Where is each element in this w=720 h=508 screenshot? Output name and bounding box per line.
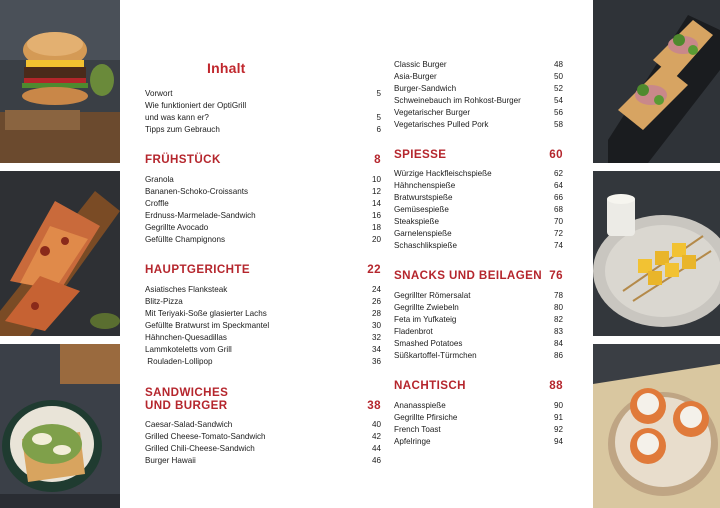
toc-entry [394,240,563,252]
toc-entry [145,284,381,296]
toc-entry [394,59,563,71]
toc-entry [394,400,563,412]
toc-entry-page: 46 [371,456,381,465]
toc-entry-title: Burger-Sandwich [394,84,457,93]
toc-entry-page: 28 [371,309,381,318]
section-heading-fruehstueck [145,153,381,166]
grilled-peaches-photo [593,344,720,508]
toc-entry [394,216,563,228]
toc-entry-page: 30 [371,321,381,330]
toc-entry-page: 34 [371,345,381,354]
toc-entry-page: 84 [553,339,563,348]
section-title: SNACKS UND BEILAGEN [394,269,543,282]
toc-entry-title: Tipps zum Gebrauch [145,125,220,134]
toc-entry-title: Würzige Hackfleischspieße [394,169,492,178]
toc-entry-title: Steakspieße [394,217,439,226]
toc-entry-title: Ananasspieße [394,401,446,410]
toc-entry-page: 24 [371,285,381,294]
section-title: SPIESSE [394,148,447,161]
toc-entry-title: Gegrillte Zwiebeln [394,303,459,312]
section-page: 88 [549,379,563,392]
toc-entry-page: 26 [371,297,381,306]
toc-entry [145,308,381,320]
toc-entry-title: Schaschlikspieße [394,241,457,250]
toc-entry-page: 83 [553,327,563,336]
toc-entry-title: Smashed Potatoes [394,339,463,348]
toc-entry-title: Gegrillter Römersalat [394,291,471,300]
section-title: NACHTISCH [394,379,466,392]
toc-entry-page: 5 [376,89,381,98]
toc-entry [145,174,381,186]
toc-entry-title: und was kann er? [145,113,209,122]
toc-entry-title: Gemüsespieße [394,205,449,214]
toc-entry-page: 16 [371,211,381,220]
toc-entry-page: 70 [553,217,563,226]
toc-entry-page: 5 [376,113,381,122]
pizza-photo [0,171,120,336]
section-page: 38 [367,399,381,412]
toc-entry [394,95,563,107]
section-page: 22 [367,263,381,276]
toc-entry [394,338,563,350]
toc-entry [145,88,381,100]
toc-entry [145,296,381,308]
toc-entry-title: Gefüllte Champignons [145,235,226,244]
section-title: FRÜHSTÜCK [145,153,221,166]
toc-entry-title: Gegrillte Pfirsiche [394,413,458,422]
toc-entry-title: Vegetarischer Burger [394,108,471,117]
toc-entry-page: 54 [553,96,563,105]
toc-entry [145,100,381,112]
burger-photo [0,0,120,163]
toc-entry-title: Fladenbrot [394,327,433,336]
toc-entry-page: 92 [553,425,563,434]
section-title-line2: UND BURGER [145,399,228,412]
toc-entry-title: Gegrillte Avocado [145,223,209,232]
toc-entry-title: Hähnchen-Quesadillas [145,333,227,342]
section-heading-nachtisch [394,379,563,392]
toc-entry-page: 62 [553,169,563,178]
toc-entry-title: Wie funktioniert der OptiGrill [145,101,247,110]
toc-entry [394,314,563,326]
section-title-line1: SANDWICHES [145,386,229,399]
toc-entry-page: 6 [376,125,381,134]
toc-entry [394,71,563,83]
toc-entry-page: 44 [371,444,381,453]
toc-entry [394,424,563,436]
toc-entry-page: 12 [371,187,381,196]
toc-entry [394,107,563,119]
toc-entry [145,198,381,210]
toc-entry-page: 14 [371,199,381,208]
toc-entry [394,168,563,180]
toc-entry-title: Asia-Burger [394,72,437,81]
toc-entry-page: 32 [371,333,381,342]
section-page: 76 [549,269,563,282]
toc-entry-title: Bratwurstspieße [394,193,453,202]
toc-entry-page: 42 [371,432,381,441]
toc-entry-title: Vorwort [145,89,173,98]
toc-entry-page: 40 [371,420,381,429]
inhalt-heading: Inhalt [207,60,246,76]
toc-entry [394,83,563,95]
toc-entry-title: Süßkartoffel-Türmchen [394,351,477,360]
toc-entry-page: 56 [553,108,563,117]
section-heading-spiesse [394,148,563,161]
toc-entry-title: Vegetarisches Pulled Pork [394,120,489,129]
toc-entry-title: Rouladen-Lollipop [145,357,213,366]
toc-entry [145,431,381,443]
toc-entry [394,204,563,216]
toc-entry [394,192,563,204]
toc-entry-title: Croffle [145,199,169,208]
toc-entry [145,455,381,467]
toc-entry [145,443,381,455]
toc-entry-title: Lammkoteletts vom Grill [145,345,232,354]
toc-entry-page: 18 [371,223,381,232]
toc-entry-title: French Toast [394,425,441,434]
open-sandwich-photo [593,0,720,163]
toc-entry-title: Classic Burger [394,60,447,69]
toc-entry-page: 91 [553,413,563,422]
toc-entry [145,112,381,124]
toc-entry-page: 94 [553,437,563,446]
toc-entry-page: 68 [553,205,563,214]
toc-entry [394,228,563,240]
toc-entry [145,356,381,368]
toc-entry [394,302,563,314]
toc-entry [145,344,381,356]
toc-entry-page: 48 [553,60,563,69]
toc-entry-title: Feta im Yufkateig [394,315,457,324]
toc-entry-title: Bananen-Schoko-Croissants [145,187,249,196]
section-page: 8 [374,153,381,166]
toc-entry-title: Grilled Chili-Cheese-Sandwich [145,444,255,453]
toc-entry-title: Grilled Cheese-Tomato-Sandwich [145,432,266,441]
toc-entry-page: 86 [553,351,563,360]
toc-entry-title: Schweinebauch im Rohkost-Burger [394,96,521,105]
toc-entry-page: 80 [553,303,563,312]
toc-entry-page: 78 [553,291,563,300]
toc-entry [394,436,563,448]
toc-entry-title: Erdnuss-Marmelade-Sandwich [145,211,256,220]
toc-entry-title: Granola [145,175,174,184]
toc-entry-page: 66 [553,193,563,202]
section-title: HAUPTGERICHTE [145,263,251,276]
toc-entry-page: 90 [553,401,563,410]
toc-entry-page: 72 [553,229,563,238]
toc-entry-title: Mit Teriyaki-Soße glasierter Lachs [145,309,267,318]
toc-entry-title: Hähnchenspieße [394,181,456,190]
toc-entry-page: 58 [553,120,563,129]
toc-entry [394,326,563,338]
toc-entry [394,350,563,362]
caesar-sandwich-photo [0,344,120,508]
toc-entry-title: Garnelenspieße [394,229,452,238]
toc-entry [145,320,381,332]
toc-entry-title: Burger Hawaii [145,456,196,465]
toc-entry [145,186,381,198]
toc-entry-page: 50 [553,72,563,81]
toc-entry-page: 52 [553,84,563,93]
toc-entry-title: Apfelringe [394,437,431,446]
toc-entry [145,234,381,246]
toc-entry [145,210,381,222]
toc-entry [145,419,381,431]
toc-entry-page: 10 [371,175,381,184]
toc-entry [394,290,563,302]
toc-entry-page: 74 [553,241,563,250]
toc-entry-title: Gefüllte Bratwurst im Speckmantel [145,321,270,330]
toc-entry-title: Asiatisches Flanksteak [145,285,228,294]
section-heading-sandwiches-burger [145,386,381,399]
toc-entry-page: 64 [553,181,563,190]
toc-entry-title: Caesar-Salad-Sandwich [145,420,233,429]
toc-entry-page: 20 [371,235,381,244]
toc-entry [394,119,563,131]
section-heading-sandwiches-burger-line2 [145,399,381,412]
section-heading-hauptgerichte [145,263,381,276]
pineapple-skewers-photo [593,171,720,336]
section-page: 60 [549,148,563,161]
toc-entry [145,124,381,136]
toc-entry [394,412,563,424]
toc-entry-title: Blitz-Pizza [145,297,183,306]
toc-entry [145,222,381,234]
toc-entry-page: 82 [553,315,563,324]
toc-entry-page: 36 [371,357,381,366]
toc-entry [394,180,563,192]
toc-entry [145,332,381,344]
section-heading-snacks [394,269,563,282]
